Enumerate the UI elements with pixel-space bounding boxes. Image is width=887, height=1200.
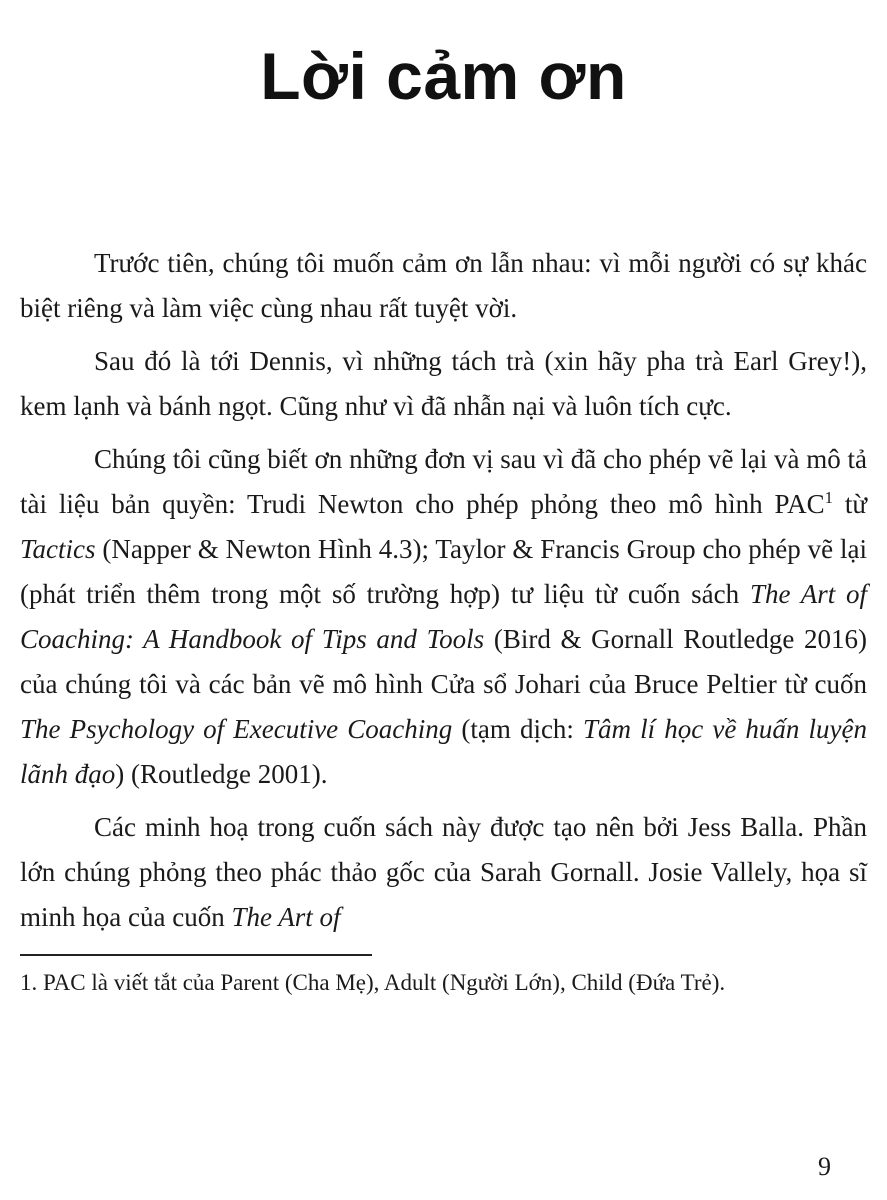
footnote: 1. PAC là viết tắt của Parent (Cha Mẹ), Adult (Người Lớn), Child (Đứa Trẻ). <box>20 969 726 995</box>
paragraph: Chúng tôi cũng biết ơn những đơn vị sau vì đã cho phép vẽ lại và mô tả tài liệu bản quyền: Trudi Newton cho phép phỏng theo mô hình PAC$^1$ từ Tactics (Napper & Newton Hình 4.3); Taylor & Francis Group cho phép vẽ lại (phát triển thêm trong một số trường hợp) tư liệu từ cuốn sách The Art of Coaching: A Handbook of Tips and Tools (Bird & Gornall Routledge 2016) của chúng tôi và các bản vẽ mô hình Cửa sổ Johari của Bruce Peltier từ cuốn The Psychology of Executive Coaching (tạm dịch: Tâm lí học về huấn luyện lãnh đạo) (Routledge 2001). <box>20 443 868 789</box>
page-number: 9 <box>818 1152 831 1181</box>
paragraph: Trước tiên, chúng tôi muốn cảm ơn lẫn nhau: vì mỗi người có sự khác biệt riêng và làm việc cùng nhau rất tuyệt vời. <box>20 247 867 323</box>
body-text <box>20 241 867 940</box>
footnote-divider <box>20 954 372 956</box>
paragraph: Các minh hoạ trong cuốn sách này được tạo nên bởi Jess Balla. Phần lớn chúng phỏng theo phác thảo gốc của Sarah Gornall. Josie Vallely, họa sĩ minh họa của cuốn The Art of <box>20 811 867 932</box>
paragraph: Sau đó là tới Dennis, vì những tách trà (xin hãy pha trà Earl Grey!), kem lạnh và bánh ngọt. Cũng như vì đã nhẫn nại và luôn tích cực. <box>20 345 867 421</box>
page-title: Lời cảm ơn <box>260 39 627 113</box>
footnote-block <box>20 954 867 1000</box>
